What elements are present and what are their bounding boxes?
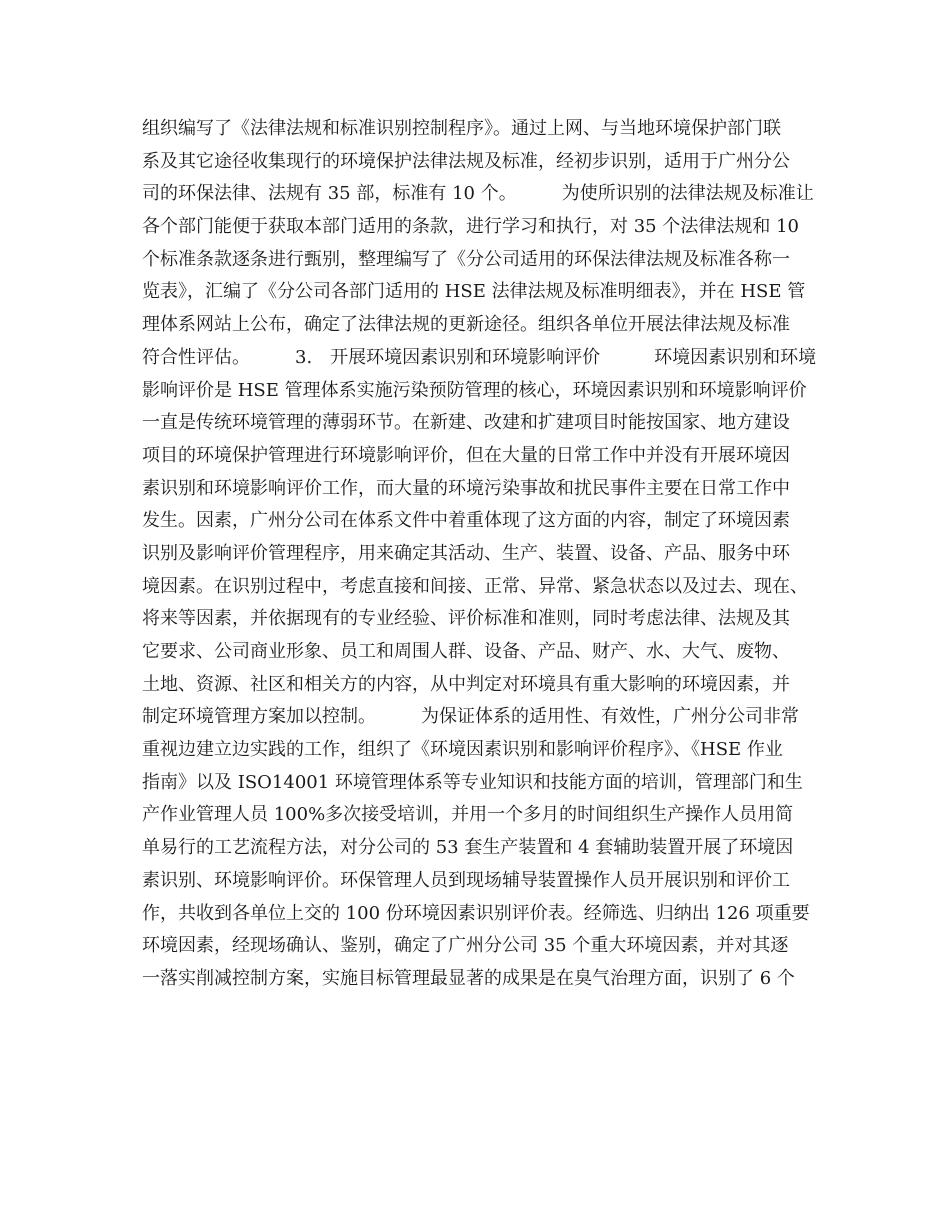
text-line: 产作业管理人员 100%多次接受培训，并用一个多月的时间组织生产操作人员用简 [142, 804, 794, 826]
text-line: 它要求、公司商业形象、员工和周围人群、设备、产品、财产、水、大气、废物、 [142, 641, 790, 662]
text-line: 制定环境管理方案加以控制。 为保证体系的适用性、有效性，广州分公司非常 [142, 706, 799, 728]
body-text [142, 113, 832, 996]
text-line: 重视边建立边实践的工作，组织了《环境因素识别和影响评价程序》、《HSE 作业 [142, 739, 783, 761]
text-line: 司的环保法律、法规有 35 部，标准有 10 个。 为使所识别的法律法规及标准让 [142, 183, 814, 205]
text-line: 览表》，汇编了《分公司各部门适用的 HSE 法律法规及标准明细表》，并在 HSE 管 [142, 281, 806, 303]
text-line: 发生。因素，广州分公司在体系文件中着重体现了这方面的内容，制定了环境因素 [142, 510, 790, 532]
text-line: 作，共收到各单位上交的 100 份环境因素识别评价表。经筛选、归纳出 126 项重要 [142, 902, 810, 924]
text-line: 各个部门能便于获取本部门适用的条款，进行学习和执行，对 35 个法律法规和 10 [142, 216, 799, 238]
text-line: 素识别、环境影响评价。环保管理人员到现场辅导装置操作人员开展识别和评价工 [142, 869, 790, 891]
text-line: 一直是传统环境管理的薄弱环节。在新建、改建和扩建项目时能按国家、地方建设 [142, 412, 790, 434]
text-line: 理体系网站上公布，确定了法律法规的更新途径。组织各单位开展法律法规及标准 [142, 314, 790, 336]
text-line: 组织编写了《法律法规和标准识别控制程序》。通过上网、与当地环境保护部门联 [142, 118, 781, 139]
text-line: 项目的环境保护管理进行环境影响评价，但在大量的日常工作中并没有开展环境因 [142, 444, 790, 466]
text-line: 素识别和环境影响评价工作，而大量的环境污染事故和扰民事件主要在日常工作中 [142, 477, 790, 499]
text-line: 影响评价是 HSE 管理体系实施污染预防管理的核心，环境因素识别和环境影响评价 [142, 379, 807, 401]
text-line: 系及其它途径收集现行的环境保护法律法规及标准，经初步识别，适用于广州分公 [142, 150, 790, 172]
text-line: 将来等因素，并依据现有的专业经验、评价标准和准则，同时考虑法律、法规及其 [142, 608, 790, 630]
text-line: 个标准条款逐条进行甄别，整理编写了《分公司适用的环保法律法规及标准各称一 [142, 248, 790, 270]
text-line: 识别及影响评价管理程序，用来确定其活动、生产、装置、设备、产品、服务中环 [142, 542, 790, 564]
text-line: 环境因素，经现场确认、鉴别，确定了广州分公司 35 个重大环境因素，并对其逐 [142, 935, 789, 957]
text-line: 土地、资源、社区和相关方的内容，从中判定对环境具有重大影响的环境因素，并 [142, 673, 790, 695]
text-line: 指南》以及 ISO14001 环境管理体系等专业知识和技能方面的培训，管理部门和生 [142, 771, 803, 793]
text-line: 单易行的工艺流程方法，对分公司的 53 套生产装置和 4 套辅助装置开展了环境因 [142, 837, 794, 859]
text-line: 境因素。在识别过程中，考虑直接和间接、正常、异常、紧急状态以及过去、现在、 [142, 575, 808, 597]
text-line: 符合性评估。 3. 开展环境因素识别和环境影响评价 环境因素识别和环境 [142, 346, 817, 368]
text-line: 一落实削减控制方案，实施目标管理最显著的成果是在臭气治理方面，识别了 6 个 [142, 967, 795, 989]
